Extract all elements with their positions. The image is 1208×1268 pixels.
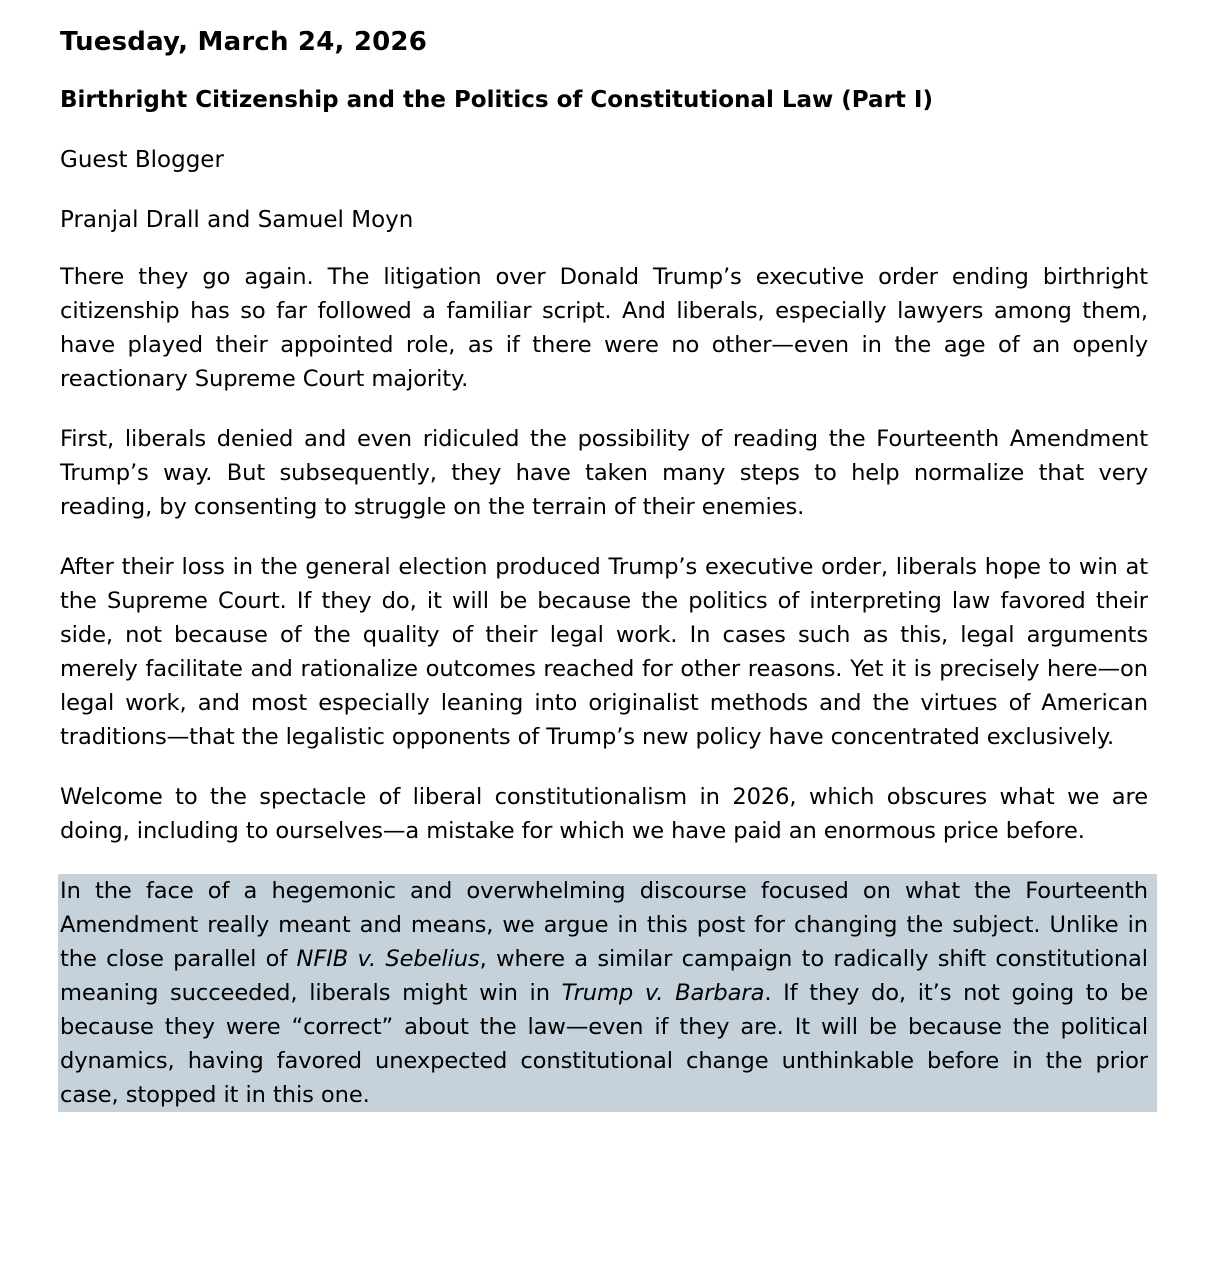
body-paragraph-1: There they go again. The litigation over Donald Trump’s executive order ending birthright citizenship has so far followed a familiar script. And liberals, especially lawyers among them, have played their appointed role, as if there were no other—even in the age of an openly reactionary Supreme Court majority. [60, 264, 1148, 392]
selected-paragraph[interactable] [58, 874, 1157, 1112]
post-authors: Pranjal Drall and Samuel Moyn [60, 207, 414, 233]
post-label[interactable]: Guest Blogger [60, 147, 224, 173]
selected-text-part-1: In the face of a hegemonic and overwhelming discourse focused on what the Fourteenth Amendment really meant and means, we argue in this post for changing the subject. Unlike in the close parallel of [60, 878, 1148, 972]
body-paragraph-2: First, liberals denied and even ridiculed the possibility of reading the Fourteenth Amendment Trump’s way. But subsequently, they have taken many steps to help normalize that very reading, by consenting to struggle on the terrain of their enemies. [60, 426, 1148, 520]
post-title[interactable]: Birthright Citizenship and the Politics of Constitutional Law (Part I) [60, 87, 933, 113]
date-header: Tuesday, March 24, 2026 [60, 27, 428, 57]
case-name-nfib: NFIB v. Sebelius [296, 946, 480, 972]
body-paragraph-4: Welcome to the spectacle of liberal constitutionalism in 2026, which obscures what we are doing, including to ourselves—a mistake for which we have paid an enormous price before. [60, 784, 1148, 844]
selected-text-part-3: . If they do, it’s not going to be because they were “correct” about the law—even if they are. It will be because the political dynamics, having favored unexpected constitutional change unthinkable before in the prior case, stopped it in this one. [60, 980, 1149, 1108]
blog-post [60, 22, 1148, 1138]
case-name-trump-v-barbara: Trump v. Barbara [561, 980, 765, 1006]
selected-text-part-2: , where a similar campaign to radically shift constitutional meaning succeeded, liberals might win in [60, 946, 1148, 1006]
body-paragraph-3: After their loss in the general election produced Trump’s executive order, liberals hope to win at the Supreme Court. If they do, it will be because the politics of interpreting law favored their side, not because of the quality of their legal work. In cases such as this, legal arguments merely facilitate and rationalize outcomes reached for other reasons. Yet it is precisely here—on legal work, and most especially leaning into originalist methods and the virtues of American traditions—that the legalistic opponents of Trump’s new policy have concentrated exclusively. [60, 554, 1148, 750]
